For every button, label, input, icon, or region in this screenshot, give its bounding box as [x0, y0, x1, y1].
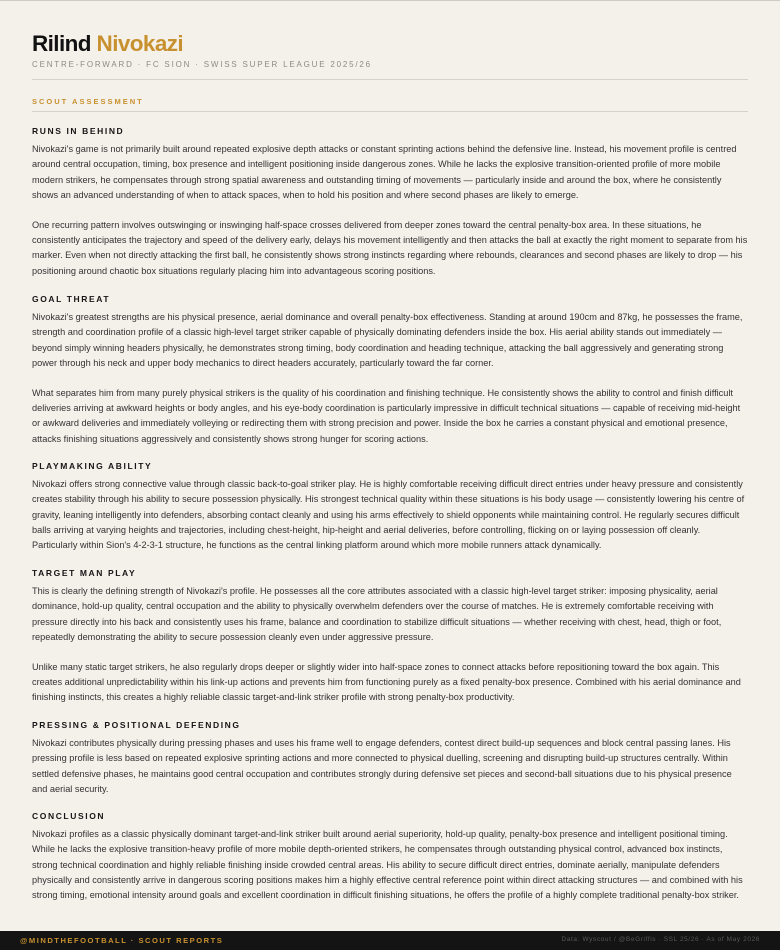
- header-divider: [32, 79, 748, 80]
- section-goal-threat: [32, 294, 748, 447]
- section-paragraph: What separates him from many purely physical strikers is the quality of his coordination and finishing technique. He consistently shows the ability to control and finish difficult deliveries arriving at awkward heights or body angles, and his eye-body coordination is particularly impressive in difficult technical situations — capable of receiving mid-height or awkward deliveries and immediately volleying or redirecting them with strong precision and power. Inside the box he carries a constant physical and emotional presence, attacks finishing situations aggressively and consistently shows strong hunger for scoring actions.: [32, 387, 741, 444]
- player-first-name: Rilind: [32, 31, 91, 56]
- section-paragraph: This is clearly the defining strength of Nivokazi's profile. He possesses all the core attributes associated with a classic high-level target striker: imposing physicality, aerial dominance, hold-up quality, central occupation and the ability to physically overwhelm defenders over the course of matches. He is extremely comfortable receiving with pressure directly into his back and consistently uses his frame, balance and coordination to stabilize difficult situations — whether receiving with chest, head, thigh or foot, repeatedly demonstrating the ability to secure possession cleanly even under aggressive pressure.: [32, 586, 722, 642]
- section-title: TARGET MAN PLAY: [32, 568, 137, 578]
- scout-assessment-label: SCOUT ASSESSMENT: [32, 97, 144, 106]
- footer-bar: [0, 931, 780, 950]
- section-title: GOAL THREAT: [32, 294, 111, 304]
- section-title: CONCLUSION: [32, 811, 106, 821]
- section-title: PRESSING & POSITIONAL DEFENDING: [32, 720, 241, 730]
- player-subtitle: CENTRE-FORWARD · FC SION · SWISS SUPER LEAGUE 2025/26: [32, 60, 372, 69]
- section-runs-in-behind: [32, 126, 748, 279]
- section-target-man-play: [32, 568, 748, 706]
- section-title: RUNS IN BEHIND: [32, 126, 125, 136]
- section-paragraph: Nivokazi contributes physically during pressing phases and uses his frame well to engage defenders, contest direct build-up sequences and block central passing lanes. His pressing profile is less based on repeated explosive sprinting actions and more connected to physical duelling, screening and disrupting build-up structures centrally. Within settled defensive phases, he maintains good central occupation and contributes strongly during defensive set pieces and second-ball situations due to his physical presence and aerial security.: [32, 738, 732, 794]
- section-pressing-positional-defending: [32, 720, 748, 797]
- player-surname: Nivokazi: [96, 31, 184, 56]
- section-paragraph: Nivokazi offers strong connective value through classic back-to-goal striker play. He is highly comfortable receiving difficult direct entries under heavy pressure and consistently creates stability through his ability to secure possession physically. His strongest technical quality within these situations is his body usage — consistently lowering his centre of gravity, leaning intelligently into defenders, absorbing contact cleanly and using his arms effectively to shield opponents while maintaining control. He regularly secures difficult balls arriving at varying heights and trajectories, including chest-height, hip-height and aerial deliveries, before controlling, flicking on or laying possession off cleanly. Particularly within Sion's 4-2-3-1 structure, he functions as the central linking platform around which more mobile runners attack dynamically.: [32, 479, 745, 551]
- footer-data-source: Data: Wyscout / @BeGriffis · SSL 25/26 · As of May 2026: [561, 936, 760, 943]
- section-playmaking-ability: [32, 461, 748, 553]
- section-title: PLAYMAKING ABILITY: [32, 461, 153, 471]
- section-paragraph: Nivokazi's greatest strengths are his physical presence, aerial dominance and overall penalty-box effectiveness. Standing at around 190cm and 87kg, he possesses the frame, strength and coordination profile of a classic high-level target striker capable of physically dominating defenders inside the box. His aerial ability stands out immediately — beyond simply winning headers physically, he demonstrates strong timing, body coordination and heading technique, attacking the ball aggressively and generating strong power through his neck and upper body mechanics to direct headers accurately, particularly toward the far corner.: [32, 312, 743, 368]
- footer-brand: @MINDTHEFOOTBALL · SCOUT REPORTS: [20, 936, 224, 945]
- section-paragraph: Nivokazi's game is not primarily built around repeated explosive depth attacks or constant sprinting actions behind the defensive line. Instead, his movement profile is centred around central occupation, timing, box presence and intelligent positioning inside dangerous zones. While he lacks the explosive transition-oriented profile of more mobile modern strikers, he compensates through strong spatial awareness and outstanding timing of movements — particularly inside and around the box, where he consistently shows an advanced understanding of when to attack spaces, when to hold his position and where second phases are likely to emerge.: [32, 144, 737, 200]
- assessment-divider: [32, 111, 748, 112]
- section-paragraph: One recurring pattern involves outswinging or inswinging half-space crosses delivered from deeper zones toward the central penalty-box area. In these situations, he consistently anticipates the trajectory and speed of the delivery early, delays his movement intelligently and then attacks the ball at exactly the right moment to separate from his marker. Even when not directly attacking the first ball, he consistently shows strong instincts regarding where rebounds, clearances and second phases are likely to drop — his positioning around chaotic box situations regularly placing him into advantageous scoring positions.: [32, 219, 748, 276]
- section-paragraph: Unlike many static target strikers, he also regularly drops deeper or slightly wider into half-space zones to connect attacks before repositioning toward the box again. This creates additional unpredictability within his link-up actions and prevents him from functioning purely as a fixed penalty-box presence. Combined with his aerial dominance and finishing instincts, this creates a highly reliable classic target-and-link striker profile with strong penalty-box productivity.: [32, 661, 741, 703]
- section-paragraph: Nivokazi profiles as a classic physically dominant target-and-link striker built around aerial superiority, hold-up quality, penalty-box presence and intelligent positional timing. While he lacks the explosive transition-heavy profile of more mobile depth-oriented strikers, he compensates through outstanding physical control, advanced box instincts, strong technical coordination and highly reliable finishing inside crowded central areas. His ability to secure difficult direct entries, dominate aerially, manipulate defenders physically and consistently arrive in dangerous scoring positions makes him a highly effective central reference point within direct attacking structures — and combined with his strong timing, emotional intensity around goals and excellent coordination in difficult finishing situations, he offers the profile of a highly complete traditional penalty-box striker.: [32, 829, 743, 901]
- player-name: [32, 31, 183, 57]
- section-conclusion: [32, 811, 748, 903]
